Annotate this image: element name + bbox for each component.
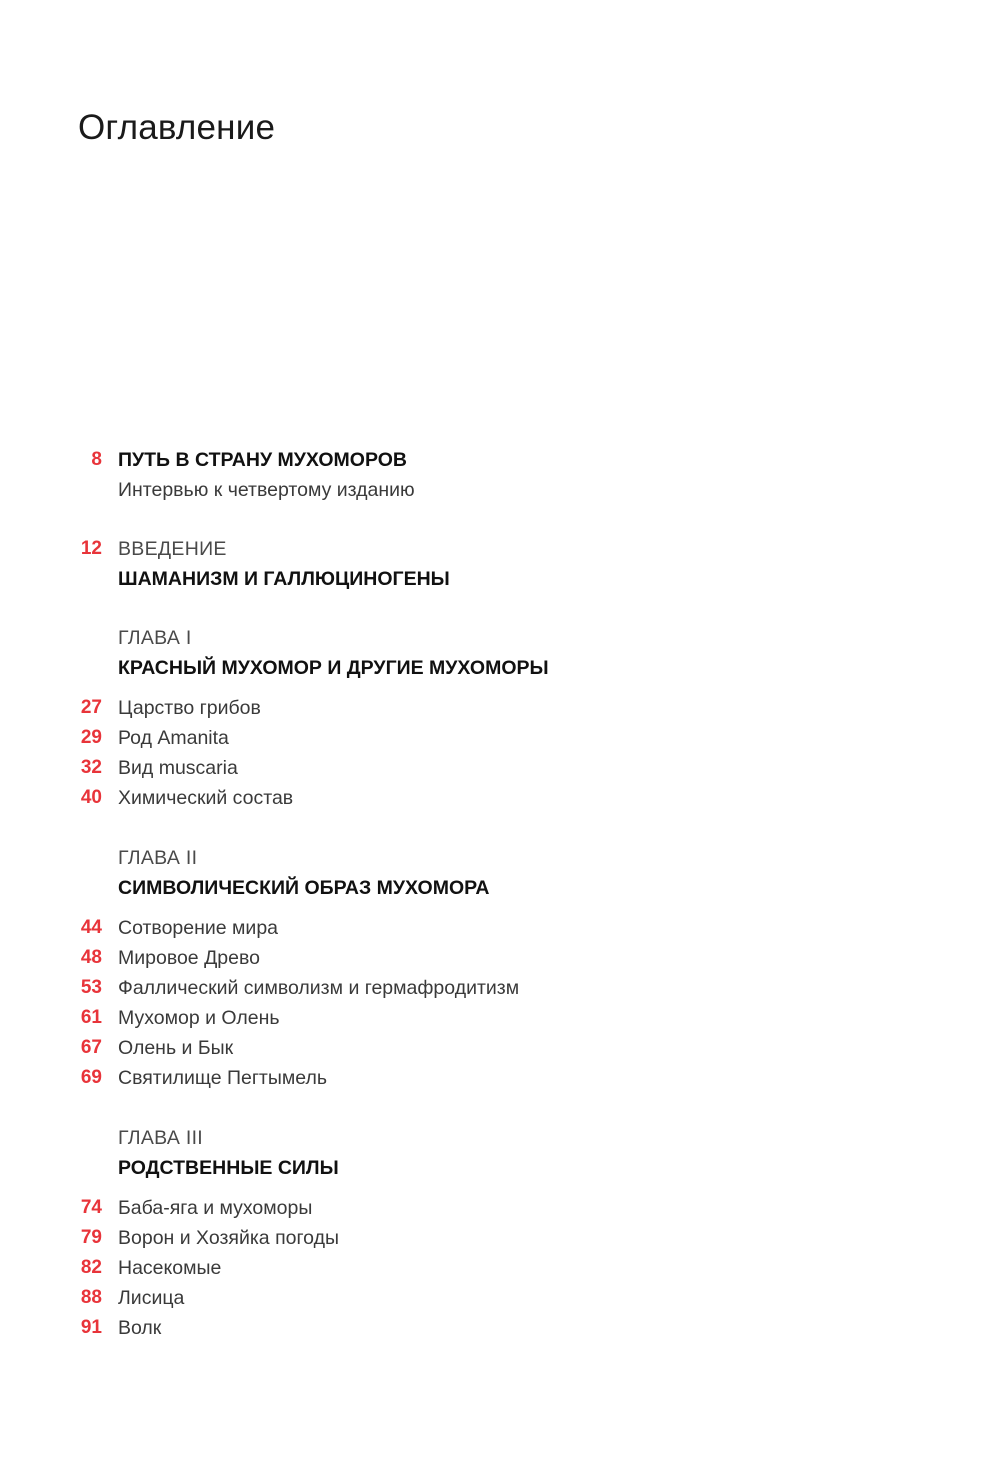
entry-title: Олень и Бык bbox=[118, 1037, 234, 1059]
entry-title: Вид muscaria bbox=[118, 757, 238, 779]
toc-subtitle-intro bbox=[0, 475, 1000, 505]
toc-entry[interactable] bbox=[0, 943, 1000, 973]
chapter-label-text: ГЛАВА III bbox=[118, 1127, 204, 1149]
page-number: 74 bbox=[80, 1197, 102, 1218]
page-number: 8 bbox=[91, 449, 102, 470]
toc-entry[interactable] bbox=[0, 1193, 1000, 1223]
entry-title: Фаллический символизм и гермафродитизм bbox=[118, 977, 520, 999]
chapter-title bbox=[0, 873, 1000, 903]
toc-entry[interactable] bbox=[0, 913, 1000, 943]
entry-title: Лисица bbox=[118, 1287, 185, 1309]
toc-entry[interactable] bbox=[0, 1063, 1000, 1093]
entry-title: Химический состав bbox=[118, 787, 294, 809]
chapter-label-text: ГЛАВА I bbox=[118, 627, 192, 649]
page-number: 32 bbox=[80, 757, 102, 778]
page-number: 67 bbox=[80, 1037, 102, 1058]
toc-entry[interactable] bbox=[0, 723, 1000, 753]
entry-title: Волк bbox=[118, 1317, 162, 1339]
page-title: Оглавление bbox=[78, 108, 276, 147]
section-title: ПУТЬ В СТРАНУ МУХОМОРОВ bbox=[118, 449, 407, 471]
table-of-contents bbox=[0, 445, 1000, 1343]
chapter-title-text: РОДСТВЕННЫЕ СИЛЫ bbox=[118, 1157, 339, 1179]
entry-title: Мухомор и Олень bbox=[118, 1007, 280, 1029]
page-number: 79 bbox=[80, 1227, 102, 1248]
page-number: 82 bbox=[80, 1257, 102, 1278]
toc-entry[interactable] bbox=[0, 1033, 1000, 1063]
section-subtitle: Интервью к четвертому изданию bbox=[118, 479, 415, 501]
page-number: 91 bbox=[80, 1317, 102, 1338]
chapter-label bbox=[0, 623, 1000, 653]
chapter-title bbox=[0, 653, 1000, 683]
toc-entry[interactable] bbox=[0, 973, 1000, 1003]
entry-title: Мировое Древо bbox=[118, 947, 260, 969]
entry-title: Сотворение мира bbox=[118, 917, 279, 939]
entry-title: Баба-яга и мухоморы bbox=[118, 1197, 313, 1219]
toc-entry[interactable] bbox=[0, 783, 1000, 813]
page-number: 12 bbox=[80, 538, 102, 559]
toc-entry[interactable] bbox=[0, 1003, 1000, 1033]
entry-title: Насекомые bbox=[118, 1257, 222, 1279]
page-number: 44 bbox=[80, 917, 102, 938]
toc-title-preface bbox=[0, 564, 1000, 594]
toc-entry[interactable] bbox=[0, 693, 1000, 723]
page-number: 61 bbox=[80, 1007, 102, 1028]
page-number: 27 bbox=[80, 697, 102, 718]
toc-entry-preface[interactable] bbox=[0, 534, 1000, 564]
toc-entry-intro[interactable] bbox=[0, 445, 1000, 475]
page-number: 29 bbox=[80, 727, 102, 748]
toc-entry[interactable] bbox=[0, 753, 1000, 783]
toc-entry[interactable] bbox=[0, 1253, 1000, 1283]
entry-title: Святилище Пегтымель bbox=[118, 1067, 328, 1089]
page-number: 53 bbox=[80, 977, 102, 998]
page-number: 69 bbox=[80, 1067, 102, 1088]
toc-entry[interactable] bbox=[0, 1223, 1000, 1253]
chapter-title-text: КРАСНЫЙ МУХОМОР И ДРУГИЕ МУХОМОРЫ bbox=[118, 657, 549, 679]
entry-title: Царство грибов bbox=[118, 697, 261, 719]
page-number: 88 bbox=[80, 1287, 102, 1308]
entry-title: Ворон и Хозяйка погоды bbox=[118, 1227, 339, 1249]
section-label: ВВЕДЕНИЕ bbox=[118, 538, 227, 560]
page-number: 40 bbox=[80, 787, 102, 808]
toc-entry[interactable] bbox=[0, 1283, 1000, 1313]
chapter-label-text: ГЛАВА II bbox=[118, 847, 198, 869]
chapter-label bbox=[0, 843, 1000, 873]
chapter-label bbox=[0, 1123, 1000, 1153]
chapter-title-text: СИМВОЛИЧЕСКИЙ ОБРАЗ МУХОМОРА bbox=[118, 877, 490, 899]
chapter-title bbox=[0, 1153, 1000, 1183]
section-title: ШАМАНИЗМ И ГАЛЛЮЦИНОГЕНЫ bbox=[118, 568, 450, 590]
toc-entry[interactable] bbox=[0, 1313, 1000, 1343]
page-number: 48 bbox=[80, 947, 102, 968]
entry-title: Род Amanita bbox=[118, 727, 229, 749]
